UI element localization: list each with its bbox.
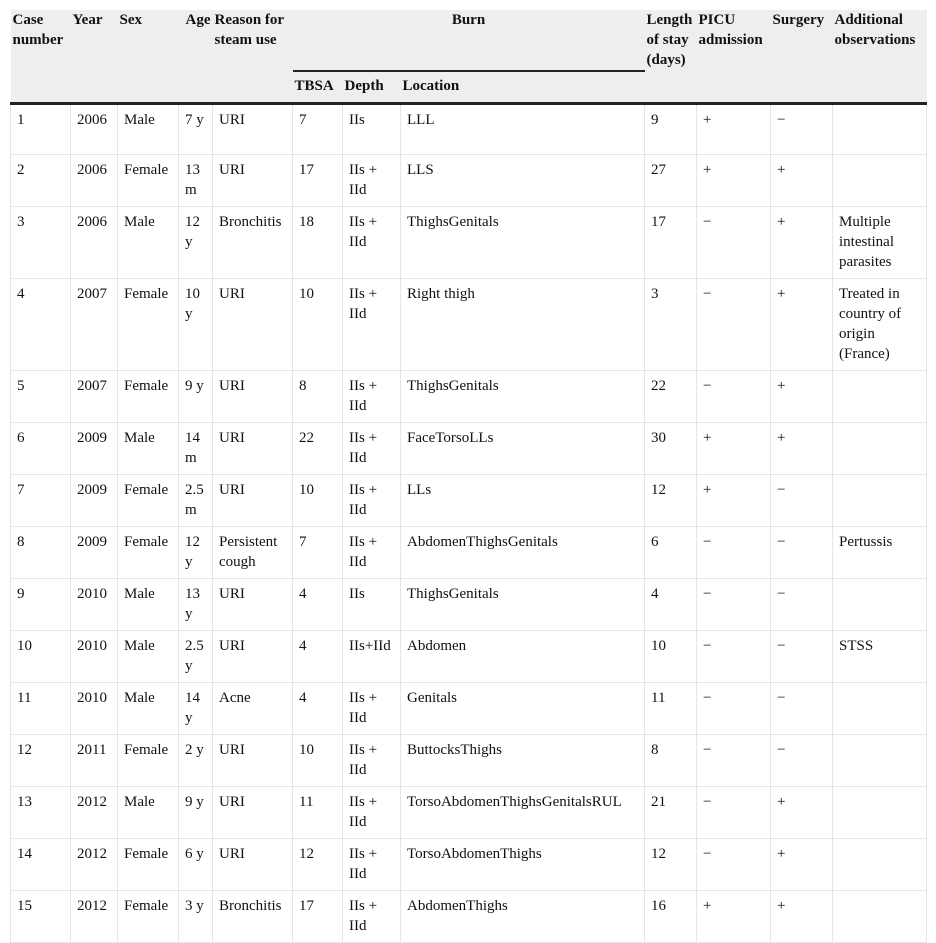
cell-sex: Male bbox=[118, 579, 179, 631]
cell-reason: URI bbox=[213, 475, 293, 527]
header-surgery: Surgery bbox=[771, 10, 833, 104]
cell-stay: 9 bbox=[645, 104, 697, 155]
header-age: Age bbox=[179, 10, 213, 104]
cell-stay: 4 bbox=[645, 579, 697, 631]
cell-tbsa: 18 bbox=[293, 207, 343, 279]
cell-depth: IIs + IId bbox=[343, 475, 401, 527]
header-case-number: Case number bbox=[11, 10, 71, 104]
cell-depth: IIs + IId bbox=[343, 787, 401, 839]
cell-surgery: − bbox=[771, 527, 833, 579]
cell-case: 1 bbox=[11, 104, 71, 155]
cell-picu: − bbox=[697, 279, 771, 371]
cell-depth: IIs + IId bbox=[343, 207, 401, 279]
cell-sex: Female bbox=[118, 371, 179, 423]
cell-age: 2 y bbox=[179, 735, 213, 787]
cell-location: TorsoAbdomenThighs bbox=[401, 839, 645, 891]
cell-age: 13 y bbox=[179, 579, 213, 631]
cell-case: 11 bbox=[11, 683, 71, 735]
table-row bbox=[11, 839, 927, 891]
cell-surgery: + bbox=[771, 207, 833, 279]
cell-stay: 21 bbox=[645, 787, 697, 839]
cell-observations: Treated in country of origin (France) bbox=[833, 279, 927, 371]
table-row bbox=[11, 423, 927, 475]
cell-case: 15 bbox=[11, 891, 71, 943]
cell-sex: Female bbox=[118, 527, 179, 579]
table-row bbox=[11, 683, 927, 735]
cell-picu: − bbox=[697, 207, 771, 279]
header-picu: PICU admission bbox=[697, 10, 771, 104]
table-row bbox=[11, 279, 927, 371]
cell-location: AbdomenThighs bbox=[401, 891, 645, 943]
header-length-of-stay: Length of stay (days) bbox=[645, 10, 697, 104]
cell-observations bbox=[833, 104, 927, 155]
cell-observations bbox=[833, 839, 927, 891]
cell-location: Abdomen bbox=[401, 631, 645, 683]
cell-surgery: + bbox=[771, 371, 833, 423]
table-row bbox=[11, 527, 927, 579]
cell-case: 9 bbox=[11, 579, 71, 631]
cell-age: 7 y bbox=[179, 104, 213, 155]
cell-location: Right thigh bbox=[401, 279, 645, 371]
cell-year: 2009 bbox=[71, 423, 118, 475]
cell-tbsa: 10 bbox=[293, 475, 343, 527]
header-tbsa: TBSA bbox=[293, 71, 343, 104]
cell-depth: IIs + IId bbox=[343, 423, 401, 475]
cell-sex: Male bbox=[118, 207, 179, 279]
cell-observations bbox=[833, 891, 927, 943]
cell-stay: 27 bbox=[645, 155, 697, 207]
cell-picu: − bbox=[697, 527, 771, 579]
header-year: Year bbox=[71, 10, 118, 104]
cell-picu: − bbox=[697, 839, 771, 891]
header-location: Location bbox=[401, 71, 645, 104]
cell-stay: 3 bbox=[645, 279, 697, 371]
table-body bbox=[11, 104, 927, 943]
header-additional: Additional observations bbox=[833, 10, 927, 104]
cell-year: 2007 bbox=[71, 279, 118, 371]
cell-stay: 10 bbox=[645, 631, 697, 683]
cell-surgery: + bbox=[771, 839, 833, 891]
cell-sex: Female bbox=[118, 475, 179, 527]
cell-sex: Female bbox=[118, 891, 179, 943]
cell-surgery: − bbox=[771, 735, 833, 787]
cell-reason: URI bbox=[213, 371, 293, 423]
cell-age: 14 y bbox=[179, 683, 213, 735]
cell-tbsa: 11 bbox=[293, 787, 343, 839]
cell-surgery: + bbox=[771, 891, 833, 943]
cell-sex: Male bbox=[118, 631, 179, 683]
cell-tbsa: 17 bbox=[293, 155, 343, 207]
cell-location: ButtocksThighs bbox=[401, 735, 645, 787]
cell-case: 7 bbox=[11, 475, 71, 527]
cell-stay: 22 bbox=[645, 371, 697, 423]
cell-age: 2.5 m bbox=[179, 475, 213, 527]
cell-observations bbox=[833, 155, 927, 207]
cell-stay: 6 bbox=[645, 527, 697, 579]
cell-observations bbox=[833, 683, 927, 735]
cell-depth: IIs + IId bbox=[343, 371, 401, 423]
cell-reason: URI bbox=[213, 579, 293, 631]
cell-depth: IIs + IId bbox=[343, 527, 401, 579]
cell-location: LLL bbox=[401, 104, 645, 155]
cell-year: 2011 bbox=[71, 735, 118, 787]
table-row bbox=[11, 631, 927, 683]
cell-stay: 8 bbox=[645, 735, 697, 787]
cell-case: 4 bbox=[11, 279, 71, 371]
cell-reason: Persistent cough bbox=[213, 527, 293, 579]
table-row bbox=[11, 787, 927, 839]
cell-tbsa: 4 bbox=[293, 631, 343, 683]
cell-surgery: + bbox=[771, 423, 833, 475]
cell-stay: 12 bbox=[645, 839, 697, 891]
cell-stay: 17 bbox=[645, 207, 697, 279]
cell-reason: Bronchitis bbox=[213, 207, 293, 279]
cell-reason: URI bbox=[213, 735, 293, 787]
cell-age: 9 y bbox=[179, 787, 213, 839]
cell-observations bbox=[833, 423, 927, 475]
burn-cases-table bbox=[10, 10, 927, 943]
cell-case: 5 bbox=[11, 371, 71, 423]
cell-stay: 11 bbox=[645, 683, 697, 735]
cell-observations: Pertussis bbox=[833, 527, 927, 579]
cell-stay: 12 bbox=[645, 475, 697, 527]
cell-tbsa: 8 bbox=[293, 371, 343, 423]
cell-surgery: − bbox=[771, 579, 833, 631]
cell-surgery: − bbox=[771, 683, 833, 735]
cell-stay: 16 bbox=[645, 891, 697, 943]
cell-surgery: − bbox=[771, 104, 833, 155]
cell-sex: Male bbox=[118, 683, 179, 735]
cell-case: 3 bbox=[11, 207, 71, 279]
cell-picu: − bbox=[697, 371, 771, 423]
cell-age: 14 m bbox=[179, 423, 213, 475]
cell-picu: − bbox=[697, 787, 771, 839]
header-depth: Depth bbox=[343, 71, 401, 104]
cell-year: 2007 bbox=[71, 371, 118, 423]
table-row bbox=[11, 104, 927, 155]
cell-sex: Male bbox=[118, 104, 179, 155]
cell-location: TorsoAbdomenThighsGenitalsRUL bbox=[401, 787, 645, 839]
cell-observations: STSS bbox=[833, 631, 927, 683]
cell-age: 13 m bbox=[179, 155, 213, 207]
cell-reason: URI bbox=[213, 423, 293, 475]
cell-age: 6 y bbox=[179, 839, 213, 891]
header-sex: Sex bbox=[118, 10, 179, 104]
cell-location: FaceTorsoLLs bbox=[401, 423, 645, 475]
cell-case: 13 bbox=[11, 787, 71, 839]
cell-case: 10 bbox=[11, 631, 71, 683]
cell-picu: + bbox=[697, 891, 771, 943]
table-row bbox=[11, 735, 927, 787]
cell-age: 12 y bbox=[179, 527, 213, 579]
table-row bbox=[11, 207, 927, 279]
cell-tbsa: 4 bbox=[293, 683, 343, 735]
cell-reason: Acne bbox=[213, 683, 293, 735]
cell-year: 2009 bbox=[71, 475, 118, 527]
cell-location: LLs bbox=[401, 475, 645, 527]
cell-age: 3 y bbox=[179, 891, 213, 943]
cell-reason: URI bbox=[213, 104, 293, 155]
cell-depth: IIs + IId bbox=[343, 155, 401, 207]
cell-age: 9 y bbox=[179, 371, 213, 423]
cell-age: 2.5 y bbox=[179, 631, 213, 683]
cell-case: 6 bbox=[11, 423, 71, 475]
cell-observations: Multiple intestinal parasites bbox=[833, 207, 927, 279]
cell-reason: URI bbox=[213, 631, 293, 683]
cell-depth: IIs + IId bbox=[343, 839, 401, 891]
cell-observations bbox=[833, 787, 927, 839]
cell-age: 10 y bbox=[179, 279, 213, 371]
cell-year: 2012 bbox=[71, 891, 118, 943]
cell-tbsa: 10 bbox=[293, 279, 343, 371]
cell-year: 2009 bbox=[71, 527, 118, 579]
cell-reason: URI bbox=[213, 155, 293, 207]
cell-year: 2006 bbox=[71, 207, 118, 279]
cell-sex: Female bbox=[118, 839, 179, 891]
cell-tbsa: 22 bbox=[293, 423, 343, 475]
cell-depth: IIs bbox=[343, 104, 401, 155]
cell-observations bbox=[833, 371, 927, 423]
cell-tbsa: 4 bbox=[293, 579, 343, 631]
cell-sex: Female bbox=[118, 155, 179, 207]
table-row bbox=[11, 579, 927, 631]
table-row bbox=[11, 475, 927, 527]
cell-depth: IIs + IId bbox=[343, 735, 401, 787]
cell-surgery: + bbox=[771, 155, 833, 207]
cell-age: 12 y bbox=[179, 207, 213, 279]
cell-location: ThighsGenitals bbox=[401, 371, 645, 423]
cell-year: 2012 bbox=[71, 787, 118, 839]
cell-sex: Female bbox=[118, 279, 179, 371]
cell-case: 14 bbox=[11, 839, 71, 891]
table-row bbox=[11, 371, 927, 423]
cell-observations bbox=[833, 735, 927, 787]
cell-depth: IIs+IId bbox=[343, 631, 401, 683]
cell-case: 2 bbox=[11, 155, 71, 207]
cell-picu: + bbox=[697, 155, 771, 207]
cell-surgery: − bbox=[771, 475, 833, 527]
cell-tbsa: 7 bbox=[293, 527, 343, 579]
cell-year: 2010 bbox=[71, 631, 118, 683]
cell-reason: URI bbox=[213, 279, 293, 371]
cell-sex: Male bbox=[118, 787, 179, 839]
cell-depth: IIs + IId bbox=[343, 891, 401, 943]
cell-picu: − bbox=[697, 579, 771, 631]
table-header bbox=[11, 10, 927, 104]
cell-picu: + bbox=[697, 475, 771, 527]
cell-location: AbdomenThighsGenitals bbox=[401, 527, 645, 579]
cell-depth: IIs + IId bbox=[343, 279, 401, 371]
cell-observations bbox=[833, 579, 927, 631]
cell-location: Genitals bbox=[401, 683, 645, 735]
cell-sex: Female bbox=[118, 735, 179, 787]
cell-case: 12 bbox=[11, 735, 71, 787]
cell-observations bbox=[833, 475, 927, 527]
cell-picu: − bbox=[697, 735, 771, 787]
cell-year: 2006 bbox=[71, 104, 118, 155]
cell-year: 2010 bbox=[71, 683, 118, 735]
cell-picu: − bbox=[697, 683, 771, 735]
cell-tbsa: 12 bbox=[293, 839, 343, 891]
cell-location: ThighsGenitals bbox=[401, 207, 645, 279]
table-row bbox=[11, 155, 927, 207]
cell-location: LLS bbox=[401, 155, 645, 207]
cell-reason: URI bbox=[213, 787, 293, 839]
cell-picu: + bbox=[697, 104, 771, 155]
cell-year: 2010 bbox=[71, 579, 118, 631]
cell-tbsa: 7 bbox=[293, 104, 343, 155]
cell-surgery: + bbox=[771, 787, 833, 839]
cell-surgery: + bbox=[771, 279, 833, 371]
cell-case: 8 bbox=[11, 527, 71, 579]
cell-year: 2006 bbox=[71, 155, 118, 207]
cell-reason: Bronchitis bbox=[213, 891, 293, 943]
cell-sex: Male bbox=[118, 423, 179, 475]
cell-location: ThighsGenitals bbox=[401, 579, 645, 631]
cell-depth: IIs bbox=[343, 579, 401, 631]
cell-tbsa: 10 bbox=[293, 735, 343, 787]
table-row bbox=[11, 891, 927, 943]
header-burn: Burn bbox=[293, 10, 645, 71]
cell-tbsa: 17 bbox=[293, 891, 343, 943]
header-reason: Reason for steam use bbox=[213, 10, 293, 104]
cell-reason: URI bbox=[213, 839, 293, 891]
cell-year: 2012 bbox=[71, 839, 118, 891]
cell-picu: + bbox=[697, 423, 771, 475]
cell-depth: IIs + IId bbox=[343, 683, 401, 735]
cell-stay: 30 bbox=[645, 423, 697, 475]
cell-picu: − bbox=[697, 631, 771, 683]
cell-surgery: − bbox=[771, 631, 833, 683]
